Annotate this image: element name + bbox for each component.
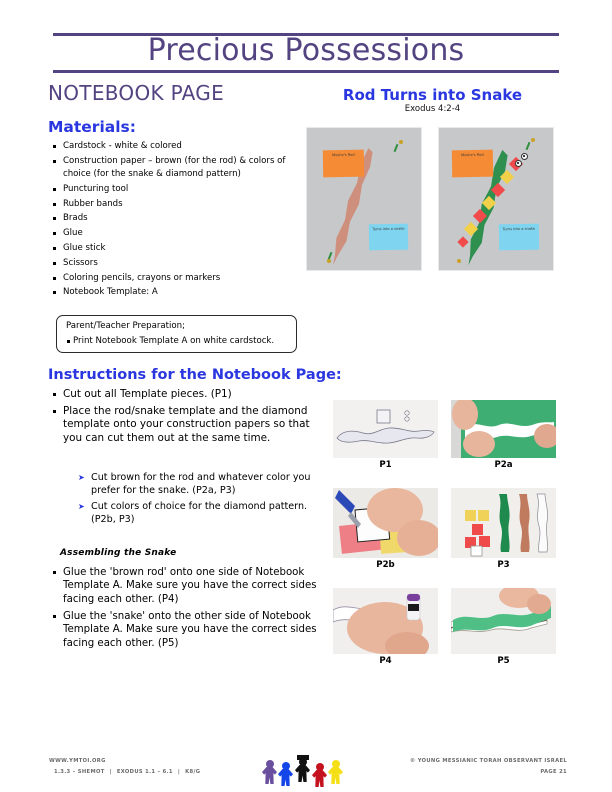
page-title: Precious Possessions (147, 33, 465, 68)
materials-heading: Materials: (48, 118, 136, 136)
footer-copyright: © YOUNG MESSIANIC TORAH OBSERVANT ISRAEL (410, 758, 567, 764)
logo-figure-red (312, 763, 327, 787)
blue-note-card: Turns into a snake (369, 224, 408, 251)
step-photo-p2a (451, 400, 556, 458)
cut-pieces-icon (451, 488, 556, 558)
logo-figure-black (295, 758, 310, 782)
list-item: Rubber bands (52, 198, 314, 211)
rod-top-brad-icon (399, 140, 403, 144)
photo-image (333, 588, 438, 654)
rod-photo (300, 122, 428, 276)
list-item: Coloring pencils, crayons or markers (52, 272, 314, 285)
rod-top-stem (394, 144, 399, 152)
diamond-red (457, 236, 468, 247)
footer-lesson: 1.3.3 – SHEMOT (54, 769, 105, 775)
logo-figure-yellow (328, 760, 343, 784)
ymtoi-logo (262, 754, 352, 788)
blue-note-card: Turns into a snake (499, 224, 539, 251)
step-caption: P2b (376, 560, 395, 570)
logo-figure-purple (262, 760, 277, 784)
step-caption: P3 (497, 560, 510, 570)
list-item: Glue the 'brown rod' onto one side of Notebook Template A. Make sure you have the correct sides facing each other. (P4) (52, 566, 320, 606)
parent-teacher-prep-box (56, 315, 297, 353)
assembling-list (52, 566, 320, 653)
photo-image (333, 488, 438, 558)
snake-bottom-brad-icon (457, 259, 461, 263)
list-item: Cut out all Template pieces. (P1) (52, 388, 320, 402)
prep-box-title: Parent/Teacher Preparation; (66, 321, 186, 331)
footer-page-number: PAGE 21 (540, 769, 567, 775)
craft-title: Rod Turns into Snake (342, 86, 523, 104)
instructions-heading: Instructions for the Notebook Page: (48, 367, 342, 383)
photo-image (451, 588, 556, 654)
logo-figure-blue (278, 762, 293, 786)
gluing-rod-icon (333, 588, 438, 654)
photo-image (451, 488, 556, 558)
prep-box-item: Print Notebook Template A on white cardstock. (73, 336, 275, 346)
step-caption: P4 (379, 656, 392, 666)
step-caption: P2a (494, 460, 513, 470)
craft-scripture-reference: Exodus 4:2-4 (404, 104, 461, 114)
footer-right (410, 756, 567, 778)
notebook-page-label: NOTEBOOK PAGE (48, 81, 225, 105)
list-item: Brads (52, 212, 314, 225)
assembling-subheading: Assembling the Snake (60, 548, 177, 558)
footer-left (49, 756, 205, 778)
list-item: Place the rod/snake template and the diamond template onto your construction papers so that you can cut them out at the same time. (52, 405, 320, 446)
list-item: ➤ Cut brown for the rod and whatever color you prefer for the snake. (P2a, P3) (78, 472, 320, 497)
list-item: ➤ Cut colors of choice for the diamond pattern. (P2b, P3) (78, 501, 320, 526)
step-photo-p4 (333, 588, 438, 654)
step-photo-p5 (451, 588, 556, 654)
list-item: Glue stick (52, 242, 314, 255)
snake-top-brad-icon (531, 138, 535, 142)
photo-mat (306, 127, 422, 271)
list-item: Glue the 'snake' onto the other side of Notebook Template A. Make sure you have the correct sides facing each other. (P5) (52, 610, 320, 650)
list-item: Construction paper – brown (for the rod) & colors of choice (for the snake & diamond pattern) (52, 155, 314, 181)
step-caption: P5 (497, 656, 510, 666)
footer-lesson-line: 1.3.3 – SHEMOT | EXODUS 1.1 – 6.1 | K8/G (54, 769, 201, 775)
orange-note-card: Moshe's Rod (323, 150, 364, 178)
gluing-snake-icon (451, 588, 556, 654)
list-item: Glue (52, 227, 314, 240)
photo-mat (438, 127, 554, 271)
step-photo-p3 (451, 488, 556, 558)
orange-note-card: Moshe's Rod (452, 150, 493, 178)
cutting-paper-icon (333, 488, 438, 558)
list-item: Cardstock - white & colored (52, 140, 314, 153)
instructions-list (52, 388, 320, 448)
instructions-substep-list (78, 472, 320, 530)
template-outline-icon (333, 400, 438, 458)
snake-photo (432, 122, 560, 276)
list-item: Puncturing tool (52, 183, 314, 196)
step-caption: P1 (379, 460, 392, 470)
step-photo-p1 (333, 400, 438, 458)
list-item: Scissors (52, 257, 314, 270)
footer-website: WWW.YMTOI.ORG (49, 758, 106, 764)
cut-green-paper-icon (451, 400, 556, 458)
footer-grade: K8/G (185, 769, 201, 775)
snake-top-stem (526, 142, 531, 150)
list-item: Notebook Template: A (52, 286, 314, 299)
footer-scripture: EXODUS 1.1 – 6.1 (116, 769, 173, 775)
photo-image (333, 400, 438, 458)
snake-eye-icon (521, 153, 528, 160)
photo-image (451, 400, 556, 458)
rod-bottom-brad-icon (327, 259, 331, 263)
snake-eye-icon (515, 160, 522, 167)
step-photo-p2b (333, 488, 438, 558)
materials-list (52, 140, 314, 301)
